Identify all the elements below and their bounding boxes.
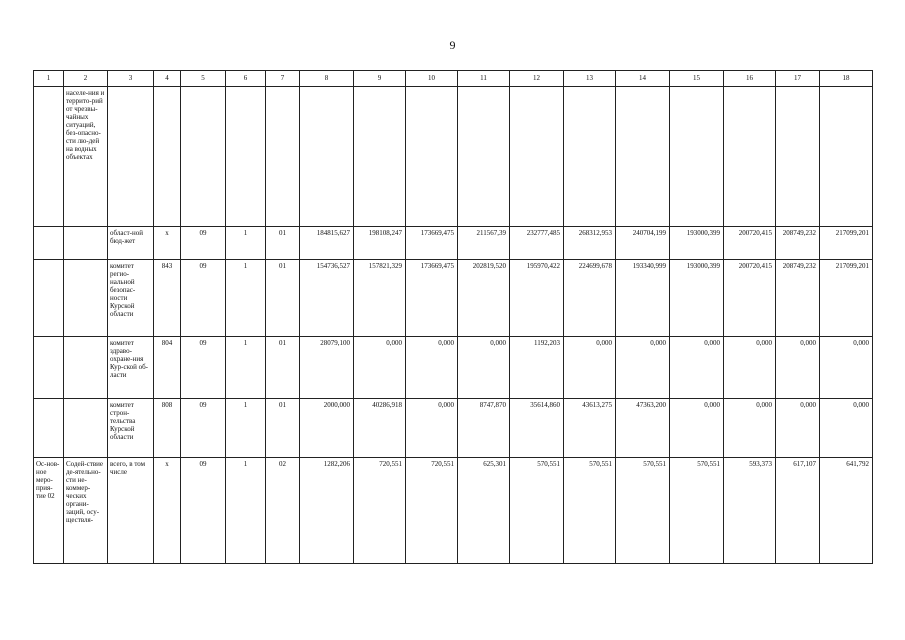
source-cell: област-ной бюд-жет [108, 227, 154, 260]
source-cell [108, 87, 154, 227]
amount-cell: 0,000 [820, 399, 873, 458]
header-cell: 9 [354, 71, 406, 87]
amount-cell: 0,000 [670, 337, 724, 399]
code-grbs-cell: x [154, 458, 181, 564]
code-grbs-cell: x [154, 227, 181, 260]
measure-label-cell [34, 87, 64, 227]
header-cell: 8 [300, 71, 354, 87]
code-gp-cell: 09 [181, 227, 226, 260]
table-row [34, 337, 873, 399]
amount-cell: 28079,100 [300, 337, 354, 399]
measure-label-cell [34, 337, 64, 399]
amount-cell: 0,000 [670, 399, 724, 458]
amount-cell: 35614,860 [510, 399, 564, 458]
measure-name-cell [64, 399, 108, 458]
header-cell: 14 [616, 71, 670, 87]
amount-cell: 211567,39 [458, 227, 510, 260]
code-om-cell: 01 [266, 260, 300, 337]
code-sub-cell: 1 [226, 458, 266, 564]
amount-cell: 200720,415 [724, 260, 776, 337]
code-om-cell: 02 [266, 458, 300, 564]
amount-cell: 198108,247 [354, 227, 406, 260]
amount-cell: 1282,206 [300, 458, 354, 564]
amount-cell: 0,000 [564, 337, 616, 399]
amount-cell: 641,792 [820, 458, 873, 564]
source-cell: комитет строн-тельства Курской области [108, 399, 154, 458]
amount-cell: 154736,527 [300, 260, 354, 337]
table-row [34, 227, 873, 260]
measure-label-cell [34, 260, 64, 337]
code-grbs-cell [154, 87, 181, 227]
amount-cell: 47363,200 [616, 399, 670, 458]
header-cell: 16 [724, 71, 776, 87]
amount-cell: 0,000 [406, 337, 458, 399]
header-cell: 11 [458, 71, 510, 87]
measure-name-cell [64, 260, 108, 337]
header-cell: 4 [154, 71, 181, 87]
code-grbs-cell: 804 [154, 337, 181, 399]
amount-cell: 0,000 [354, 337, 406, 399]
header-cell: 5 [181, 71, 226, 87]
code-grbs-cell: 843 [154, 260, 181, 337]
amount-cell: 0,000 [616, 337, 670, 399]
table-row [34, 458, 873, 564]
measure-name-cell [64, 227, 108, 260]
amount-cell: 268312,953 [564, 227, 616, 260]
amount-cell: 40286,918 [354, 399, 406, 458]
amount-cell: 240704,199 [616, 227, 670, 260]
amount-cell: 570,551 [564, 458, 616, 564]
amount-cell: 0,000 [458, 337, 510, 399]
measure-name-cell [64, 337, 108, 399]
amount-cell: 0,000 [776, 399, 820, 458]
header-cell: 10 [406, 71, 458, 87]
page-number: 9 [449, 38, 456, 52]
header-cell: 6 [226, 71, 266, 87]
amount-cell: 8747,870 [458, 399, 510, 458]
measure-name-cell: населе-ния и террито-рий от чрезвы-чайных ситуаций, без-опасно-сти лю-дей на водных объектах [64, 87, 108, 227]
header-cell: 3 [108, 71, 154, 87]
amount-cell: 200720,415 [724, 227, 776, 260]
amount-cell [564, 87, 616, 227]
amount-cell: 720,551 [354, 458, 406, 564]
code-gp-cell: 09 [181, 458, 226, 564]
code-gp-cell: 09 [181, 260, 226, 337]
code-gp-cell: 09 [181, 337, 226, 399]
code-sub-cell: 1 [226, 337, 266, 399]
amount-cell: 570,551 [670, 458, 724, 564]
amount-cell: 0,000 [724, 337, 776, 399]
amount-cell [616, 87, 670, 227]
amount-cell: 0,000 [820, 337, 873, 399]
amount-cell: 232777,485 [510, 227, 564, 260]
amount-cell: 193000,399 [670, 260, 724, 337]
header-row [34, 71, 873, 87]
code-sub-cell: 1 [226, 260, 266, 337]
budget-table [33, 70, 873, 564]
header-cell: 13 [564, 71, 616, 87]
amount-cell [724, 87, 776, 227]
code-sub-cell: 1 [226, 399, 266, 458]
amount-cell: 208749,232 [776, 260, 820, 337]
code-om-cell [266, 87, 300, 227]
amount-cell: 625,301 [458, 458, 510, 564]
header-cell: 12 [510, 71, 564, 87]
amount-cell [776, 87, 820, 227]
amount-cell [354, 87, 406, 227]
header-cell: 1 [34, 71, 64, 87]
amount-cell: 173669,475 [406, 260, 458, 337]
header-cell: 2 [64, 71, 108, 87]
code-sub-cell [226, 87, 266, 227]
amount-cell: 217099,201 [820, 227, 873, 260]
amount-cell: 570,551 [510, 458, 564, 564]
amount-cell: 1192,203 [510, 337, 564, 399]
amount-cell: 720,551 [406, 458, 458, 564]
table-row [34, 87, 873, 227]
amount-cell [300, 87, 354, 227]
amount-cell: 217099,201 [820, 260, 873, 337]
code-gp-cell [181, 87, 226, 227]
amount-cell: 193000,399 [670, 227, 724, 260]
measure-label-cell [34, 399, 64, 458]
amount-cell [406, 87, 458, 227]
amount-cell: 570,551 [616, 458, 670, 564]
amount-cell: 0,000 [724, 399, 776, 458]
amount-cell: 195970,422 [510, 260, 564, 337]
amount-cell: 202819,520 [458, 260, 510, 337]
measure-name-cell: Содей-ствие де-ятельно-сти не-коммер-ческих органи-заций, осу-ществля- [64, 458, 108, 564]
amount-cell: 0,000 [776, 337, 820, 399]
code-om-cell: 01 [266, 227, 300, 260]
table-row [34, 260, 873, 337]
table-row [34, 399, 873, 458]
code-om-cell: 01 [266, 337, 300, 399]
amount-cell: 43613,275 [564, 399, 616, 458]
amount-cell: 208749,232 [776, 227, 820, 260]
amount-cell [510, 87, 564, 227]
amount-cell: 224699,678 [564, 260, 616, 337]
amount-cell: 2000,000 [300, 399, 354, 458]
measure-label-cell [34, 227, 64, 260]
amount-cell [458, 87, 510, 227]
header-cell: 7 [266, 71, 300, 87]
code-sub-cell: 1 [226, 227, 266, 260]
amount-cell: 184815,627 [300, 227, 354, 260]
header-cell: 18 [820, 71, 873, 87]
amount-cell: 173669,475 [406, 227, 458, 260]
header-cell: 17 [776, 71, 820, 87]
amount-cell: 593,373 [724, 458, 776, 564]
source-cell: всего, в том числе [108, 458, 154, 564]
code-om-cell: 01 [266, 399, 300, 458]
amount-cell: 0,000 [406, 399, 458, 458]
source-cell: комитет регио-нальной безопас-ности Курской области [108, 260, 154, 337]
header-cell: 15 [670, 71, 724, 87]
code-grbs-cell: 808 [154, 399, 181, 458]
amount-cell: 193340,999 [616, 260, 670, 337]
source-cell: комитет здраво-охране-ния Кур-ской об-ласти [108, 337, 154, 399]
amount-cell: 157821,329 [354, 260, 406, 337]
measure-label-cell: Ос-нов-ное меро-прия-тие 02 [34, 458, 64, 564]
amount-cell [670, 87, 724, 227]
amount-cell [820, 87, 873, 227]
amount-cell: 617,107 [776, 458, 820, 564]
code-gp-cell: 09 [181, 399, 226, 458]
